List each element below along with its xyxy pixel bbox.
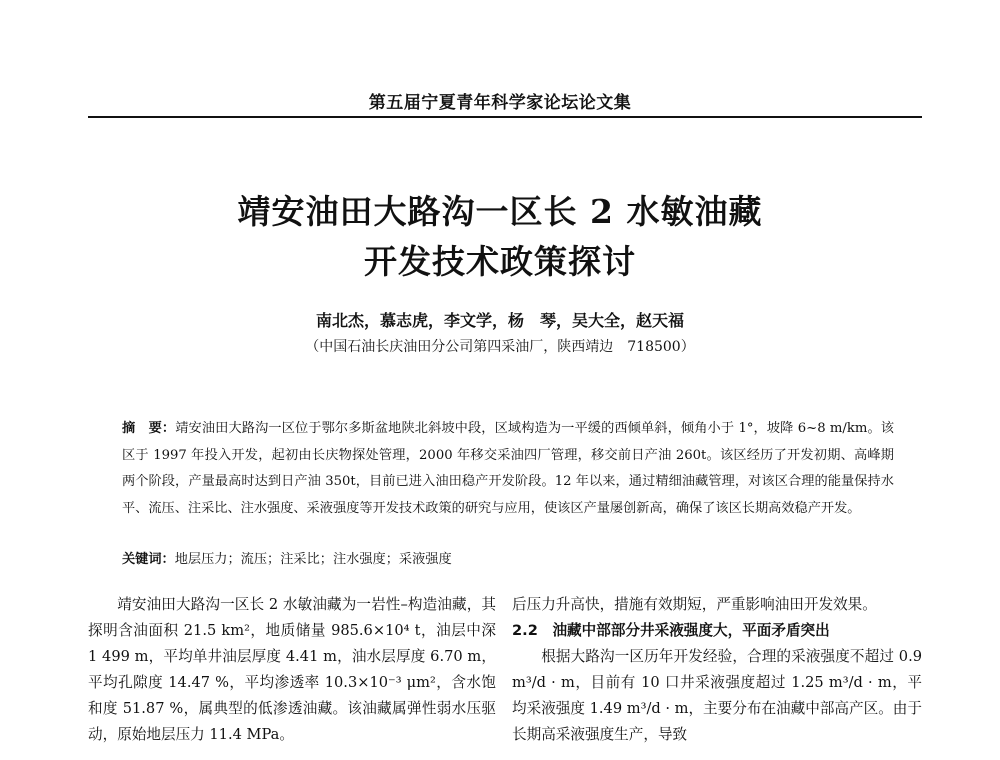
running-head: 第五届宁夏青年科学家论坛论文集	[368, 93, 632, 113]
section-heading: 2.2 油藏中部部分井采液强度大，平面矛盾突出	[512, 622, 830, 639]
paper-title-line-1: 靖安油田大路沟一区长 2 水敏油藏	[237, 192, 763, 231]
authors: 南北杰，慕志虎，李文学，杨 琴，吴大全，赵天福	[315, 311, 684, 330]
body-paragraph: 根据大路沟一区历年开发经验，合理的采液强度不超过 0.9 m³/d · m，目前有 10 口井采液强度超过 1.25 m³/d · m，平均采液强度 1.49 m³/d · m，主要分布在油藏中部高产区。由于长期高采液强度生产，导致	[512, 648, 922, 743]
keywords-label: 关键词：	[122, 552, 175, 567]
body-paragraph: 靖安油田大路沟一区长 2 水敏油藏为一岩性–构造油藏，其探明含油面积 21.5 km²，地质储量 985.6×10⁴ t，油层中深 1 499 m，平均单井油层厚度 4.41 m，油水层厚度 6.70 m，平均孔隙度 14.47 %，平均渗透率 10.3×10⁻³ μm²，含水饱和度 51.87 %，属典型的低渗透油藏。该油藏属弹性弱水压驱动，原始地层压力 11.4 MPa。	[88, 596, 496, 743]
body-left-column	[88, 592, 496, 748]
keywords	[122, 547, 894, 573]
header-rule	[88, 116, 922, 118]
affiliation: （中国石油长庆油田分公司第四采油厂，陕西靖边 718500）	[305, 339, 695, 355]
paper-title-line-2: 开发技术政策探讨	[364, 242, 636, 281]
keywords-text: 地层压力；流压；注采比；注水强度；采液强度	[174, 552, 452, 567]
body-right-column	[512, 592, 922, 748]
abstract-label: 摘 要：	[122, 421, 176, 436]
body-paragraph-continued: 后压力升高快，措施有效期短，严重影响油田开发效果。	[512, 596, 877, 613]
abstract-text: 靖安油田大路沟一区位于鄂尔多斯盆地陕北斜坡中段，区域构造为一平缓的西倾单斜，倾角小于 1°，坡降 6~8 m/km。该区于 1997 年投入开发，起初由长庆物探处管理，2000 年移交采油四厂管理，移交前日产油 260t。该区经历了开发初期、高峰期两个阶段，产量最高时达到日产油 350t，目前已进入油田稳产开发阶段。12 年以来，通过精细油藏管理，对该区合理的能量保持水平、流压、注采比、注水强度、采液强度等开发技术政策的研究与应用，使该区产量屡创新高，确保了该区长期高效稳产开发。	[122, 421, 894, 516]
abstract	[122, 416, 894, 522]
